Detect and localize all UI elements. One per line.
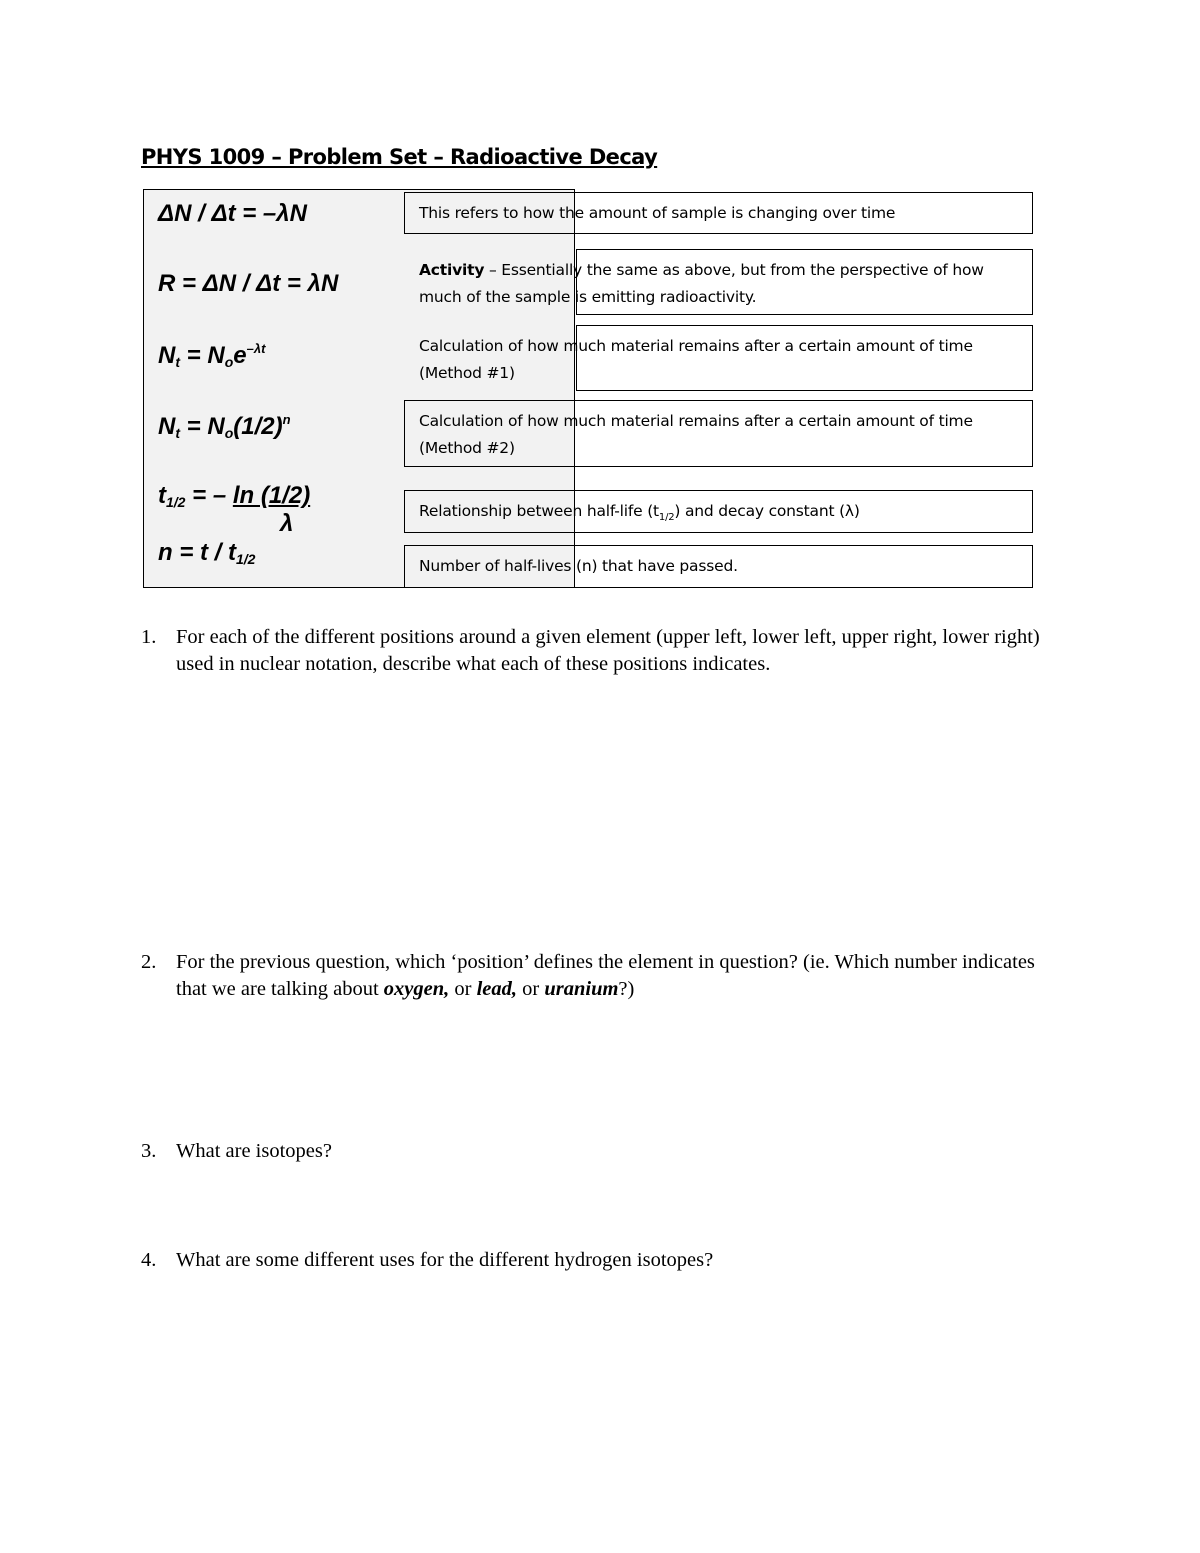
description-4: Calculation of how much material remains after a certain amount of time (Method #2)	[419, 412, 973, 457]
question-number: 4.	[141, 1249, 157, 1271]
formula-rate-of-change: ΔN / Δt = –λN	[158, 200, 307, 227]
question-text: For the previous question, which ‘position’ defines the element in question? (ie. Which number indicates that we are talking about oxygen, or lead, or uranium?)	[176, 951, 1035, 1000]
description-6: Number of half-lives (n) that have passed.	[419, 557, 738, 575]
description-2: Activity – Essentially the same as above, but from the perspective of how much of the sample is emitting radioactivity.	[419, 261, 984, 306]
formula-activity: R = ΔN / Δt = λN	[158, 270, 339, 297]
description-1: This refers to how the amount of sample is changing over time	[419, 204, 896, 222]
fraction-numerator: ln (1/2)	[232, 482, 311, 509]
question-number: 3.	[141, 1140, 157, 1162]
question-number: 2.	[141, 951, 157, 973]
page-title: PHYS 1009 – Problem Set – Radioactive Decay	[141, 145, 658, 169]
formula-exponential-decay: $N_t = N_oe^{-\lambda t}$	[158, 341, 266, 370]
description-5: Relationship between half-life $(t_{1/2})$ and decay constant (λ)	[419, 502, 860, 524]
description-3: Calculation of how much material remains after a certain amount of time (Method #1)	[419, 337, 973, 382]
question-text: What are isotopes?	[176, 1140, 332, 1162]
formula-number-of-half-lives: $n = t / t_{1/2}$	[158, 539, 256, 567]
formula-half-life: $t_{1/2}$ = – ln (1/2)	[158, 482, 311, 510]
fraction-denominator: λ	[280, 510, 294, 537]
question-number: 1.	[141, 626, 157, 648]
question-text: What are some different uses for the different hydrogen isotopes?	[176, 1249, 714, 1271]
question-text: For each of the different positions around a given element (upper left, lower left, upper right, lower right) used in nuclear notation, describe what each of these positions indicates.	[176, 626, 1040, 675]
formula-half-life-count: $N_t = N_o(1/2)^n$	[158, 412, 291, 441]
